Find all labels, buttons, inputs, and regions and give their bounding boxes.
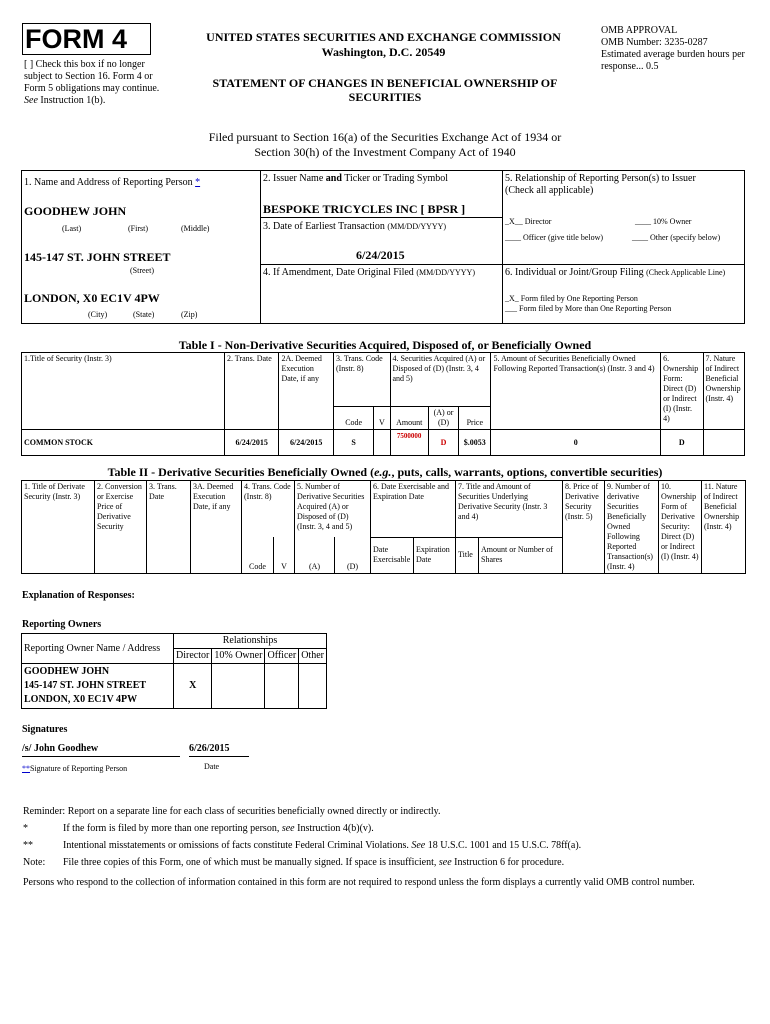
issuer-name: BESPOKE TRICYCLES INC [ BPSR ] <box>263 202 466 216</box>
omb-approval-block <box>601 25 751 73</box>
t1-owned: 0 <box>491 430 661 456</box>
reporting-owners-heading: Reporting Owners <box>22 619 102 630</box>
note-double-star-mark: ** <box>23 840 33 851</box>
t1-h-amount-sub: Amount <box>390 407 428 430</box>
t1-h-trans-date: 2. Trans. Date <box>224 353 279 430</box>
t2-h-underlying: 7. Title and Amount of Securities Underlying Derivative Security (Instr. 3 and 4) <box>456 481 563 538</box>
t2-h-trans-date: 3. Trans. Date <box>147 481 191 574</box>
note-star-text: If the form is filed by more than one reporting person, see Instruction 4(b)(v). <box>63 823 374 834</box>
note-mark: Note: <box>23 857 46 868</box>
agency-name: UNITED STATES SECURITIES AND EXCHANGE COMMISSION <box>206 30 561 44</box>
reporting-person-street: 145-147 ST. JOHN STREET <box>24 250 171 264</box>
ro-10-owner-mark <box>212 664 265 709</box>
persons-notice: Persons who respond to the collection of information contained in this form are not required to respond unless the form displays a currently valid OMB control number. <box>23 877 695 888</box>
relationship-director: _X__ Director <box>505 217 552 226</box>
filed-pursuant-line1: Filed pursuant to Section 16(a) of the Securities Exchange Act of 1934 or <box>208 130 562 144</box>
form-title-box <box>22 23 151 55</box>
earliest-transaction-date: 6/24/2015 <box>356 248 405 262</box>
relationship-10-owner: ____ 10% Owner <box>635 217 692 226</box>
table2-title: Table II - Derivative Securities Beneficially Owned (e.g., puts, calls, warrants, options, convertible securities) <box>107 465 663 479</box>
t2-h-date-ex: Date Exercisable <box>371 537 414 573</box>
t1-h-form: 6. Ownership Form: Direct (D) or Indirect (I) (Instr. 4) <box>661 353 703 430</box>
t2-h-deemed: 3A. Deemed Execution Date, if any <box>191 481 242 574</box>
t1-amount: 7500000 <box>390 430 428 456</box>
reporting-person-name: GOODHEW JOHN <box>24 204 127 218</box>
agency-city: Washington, D.C. 20549 <box>321 45 446 59</box>
explanation-heading: Explanation of Responses: <box>22 590 135 601</box>
t2-h-number: 5. Number of Derivative Securities Acquired (A) or Disposed of (D) (Instr. 3, 4 and 5) <box>295 481 371 538</box>
box1-label: 1. Name and Address of Reporting Person * <box>24 177 201 188</box>
t2-h-a-sub: (A) <box>295 537 335 573</box>
note-star-mark: * <box>23 823 28 834</box>
signature-label: **Signature of Reporting Person <box>22 764 128 773</box>
t2-h-price: 8. Price of Derivative Security (Instr. 5) <box>563 481 605 574</box>
ro-h-director: Director <box>174 649 212 664</box>
t1-security-title: COMMON STOCK <box>22 430 225 456</box>
ro-other-mark <box>299 664 327 709</box>
label-state: (State) <box>133 310 155 319</box>
check-box-notice: [ ] Check this box if no longer subject to Section 16. Form 4 or Form 5 obligations may continue. See Instruction 1(b). <box>24 59 160 106</box>
t1-h-acquired: 4. Securities Acquired (A) or Disposed of (D) (Instr. 3, 4 and 5) <box>390 353 491 407</box>
t2-h-conversion: 2. Conversion or Exercise Price of Derivative Security <box>95 481 147 574</box>
omb-number: OMB Number: 3235-0287 <box>601 37 708 48</box>
note-text: File three copies of this Form, one of which must be manually signed. If space is insufficient, see Instruction 6 for procedure. <box>63 857 565 868</box>
omb-burden: Estimated average burden hours per response... 0.5 <box>601 49 745 72</box>
ro-h-other: Other <box>299 649 327 664</box>
t1-trans-date: 6/24/2015 <box>224 430 279 456</box>
filing-more-persons: ___ Form filed by More than One Reporting Person <box>505 304 672 313</box>
omb-approval: OMB APPROVAL <box>601 25 678 36</box>
t1-h-code-sub: Code <box>333 407 373 430</box>
box5-label: 5. Relationship of Reporting Person(s) to Issuer (Check all applicable) <box>505 173 696 196</box>
t1-h-nature: 7. Nature of Indirect Beneficial Ownership (Instr. 4) <box>703 353 745 430</box>
reminder: Reminder: Report on a separate line for each class of securities beneficially owned directly or indirectly. <box>23 806 441 817</box>
statement-title: STATEMENT OF CHANGES IN BENEFICIAL OWNERSHIP OF SECURITIES <box>212 76 558 104</box>
ro-h-10-owner: 10% Owner <box>212 649 265 664</box>
t1-ad: D <box>428 430 458 456</box>
t1-h-code: 3. Trans. Code (Instr. 8) <box>333 353 390 407</box>
ro-director-mark: X <box>174 664 212 709</box>
t1-h-deemed: 2A. Deemed Execution Date, if any <box>279 353 334 430</box>
box6-label: 6. Individual or Joint/Group Filing (Check Applicable Line) <box>505 267 726 278</box>
table1-title: Table I - Non-Derivative Securities Acquired, Disposed of, or Beneficially Owned <box>178 338 592 352</box>
ro-h-officer: Officer <box>265 649 299 664</box>
signature-date: 6/26/2015 <box>189 743 230 754</box>
t1-h-title: 1.Title of Security (Instr. 3) <box>22 353 225 430</box>
box4-label: 4. If Amendment, Date Original Filed (MM/DD/YYYY) <box>263 267 475 278</box>
signature-name: /s/ John Goodhew <box>22 743 99 754</box>
t1-h-price-sub: Price <box>459 407 491 430</box>
reporting-person-city: LONDON, X0 EC1V 4PW <box>24 291 160 305</box>
ro-h-relationships: Relationships <box>174 634 327 649</box>
form-title: FORM 4 <box>25 24 128 54</box>
date-line <box>189 756 249 757</box>
date-label: Date <box>204 762 220 771</box>
signature-line <box>22 756 180 757</box>
t2-h-d-sub: (D) <box>335 537 371 573</box>
table1 <box>21 352 745 456</box>
t2-h-title-sub: Title <box>456 537 479 573</box>
double-asterisk-link[interactable]: ** <box>22 764 30 773</box>
reporting-owners-table <box>21 633 327 709</box>
t2-h-nature: 11. Nature of Indirect Beneficial Ownership (Instr. 4) <box>702 481 746 574</box>
signatures-heading: Signatures <box>22 724 68 735</box>
filed-pursuant-line2: Section 30(h) of the Investment Company Act of 1940 <box>254 145 516 159</box>
t1-v <box>374 430 390 456</box>
label-middle: (Middle) <box>181 224 210 233</box>
t1-h-owned: 5. Amount of Securities Beneficially Owned Following Reported Transaction(s) (Instr. 3 and 4) <box>491 353 661 430</box>
ro-owner-address: GOODHEW JOHN 145-147 ST. JOHN STREET LONDON, X0 EC1V 4PW <box>22 664 174 709</box>
t2-h-title: 1. Title of Derivate Security (Instr. 3) <box>22 481 95 574</box>
asterisk-link[interactable]: * <box>195 177 201 188</box>
t2-h-v-sub: V <box>274 537 295 573</box>
t2-h-code: 4. Trans. Code (Instr. 8) <box>242 481 295 538</box>
t2-h-owned: 9. Number of derivative Securities Beneficially Owned Following Reported Transaction(s) (Instr. 4) <box>605 481 659 574</box>
label-city: (City) <box>88 310 108 319</box>
label-street: (Street) <box>130 266 154 275</box>
t2-h-form: 10. Ownership Form of Derivative Security: Direct (D) or Indirect (I) (Instr. 4) <box>659 481 702 574</box>
t1-trans-code: S <box>333 430 373 456</box>
filing-one-person: _X_ Form filed by One Reporting Person <box>505 294 638 303</box>
t2-h-exercisable: 6. Date Exercisable and Expiration Date <box>371 481 456 538</box>
label-zip: (Zip) <box>181 310 198 319</box>
box3-label: 3. Date of Earliest Transaction (MM/DD/YYYY) <box>263 221 447 232</box>
t1-h-ad-sub: (A) or (D) <box>428 407 458 430</box>
table-row <box>22 430 745 456</box>
t1-form: D <box>661 430 703 456</box>
t2-h-code-sub: Code <box>242 537 274 573</box>
table2 <box>21 480 746 574</box>
ro-h-name: Reporting Owner Name / Address <box>22 634 174 664</box>
box2-label: 2. Issuer Name and Ticker or Trading Symbol <box>263 173 449 184</box>
label-first: (First) <box>128 224 148 233</box>
ro-officer-mark <box>265 664 299 709</box>
label-last: (Last) <box>62 224 82 233</box>
t1-h-v-sub: V <box>374 407 390 430</box>
relationship-other: ____ Other (specify below) <box>632 233 721 242</box>
t2-h-amount-sub: Amount or Number of Shares <box>479 537 563 573</box>
t1-price: $.0053 <box>459 430 491 456</box>
t1-nature <box>703 430 745 456</box>
table-row <box>22 664 327 709</box>
relationship-officer: ____ Officer (give title below) <box>505 233 604 242</box>
note-double-star-text: Intentional misstatements or omissions of facts constitute Federal Criminal Violations. See 18 U.S.C. 1001 and 15 U.S.C. 78ff(a). <box>63 840 582 851</box>
t2-h-exp: Expiration Date <box>414 537 456 573</box>
t1-deemed-date: 6/24/2015 <box>279 430 334 456</box>
